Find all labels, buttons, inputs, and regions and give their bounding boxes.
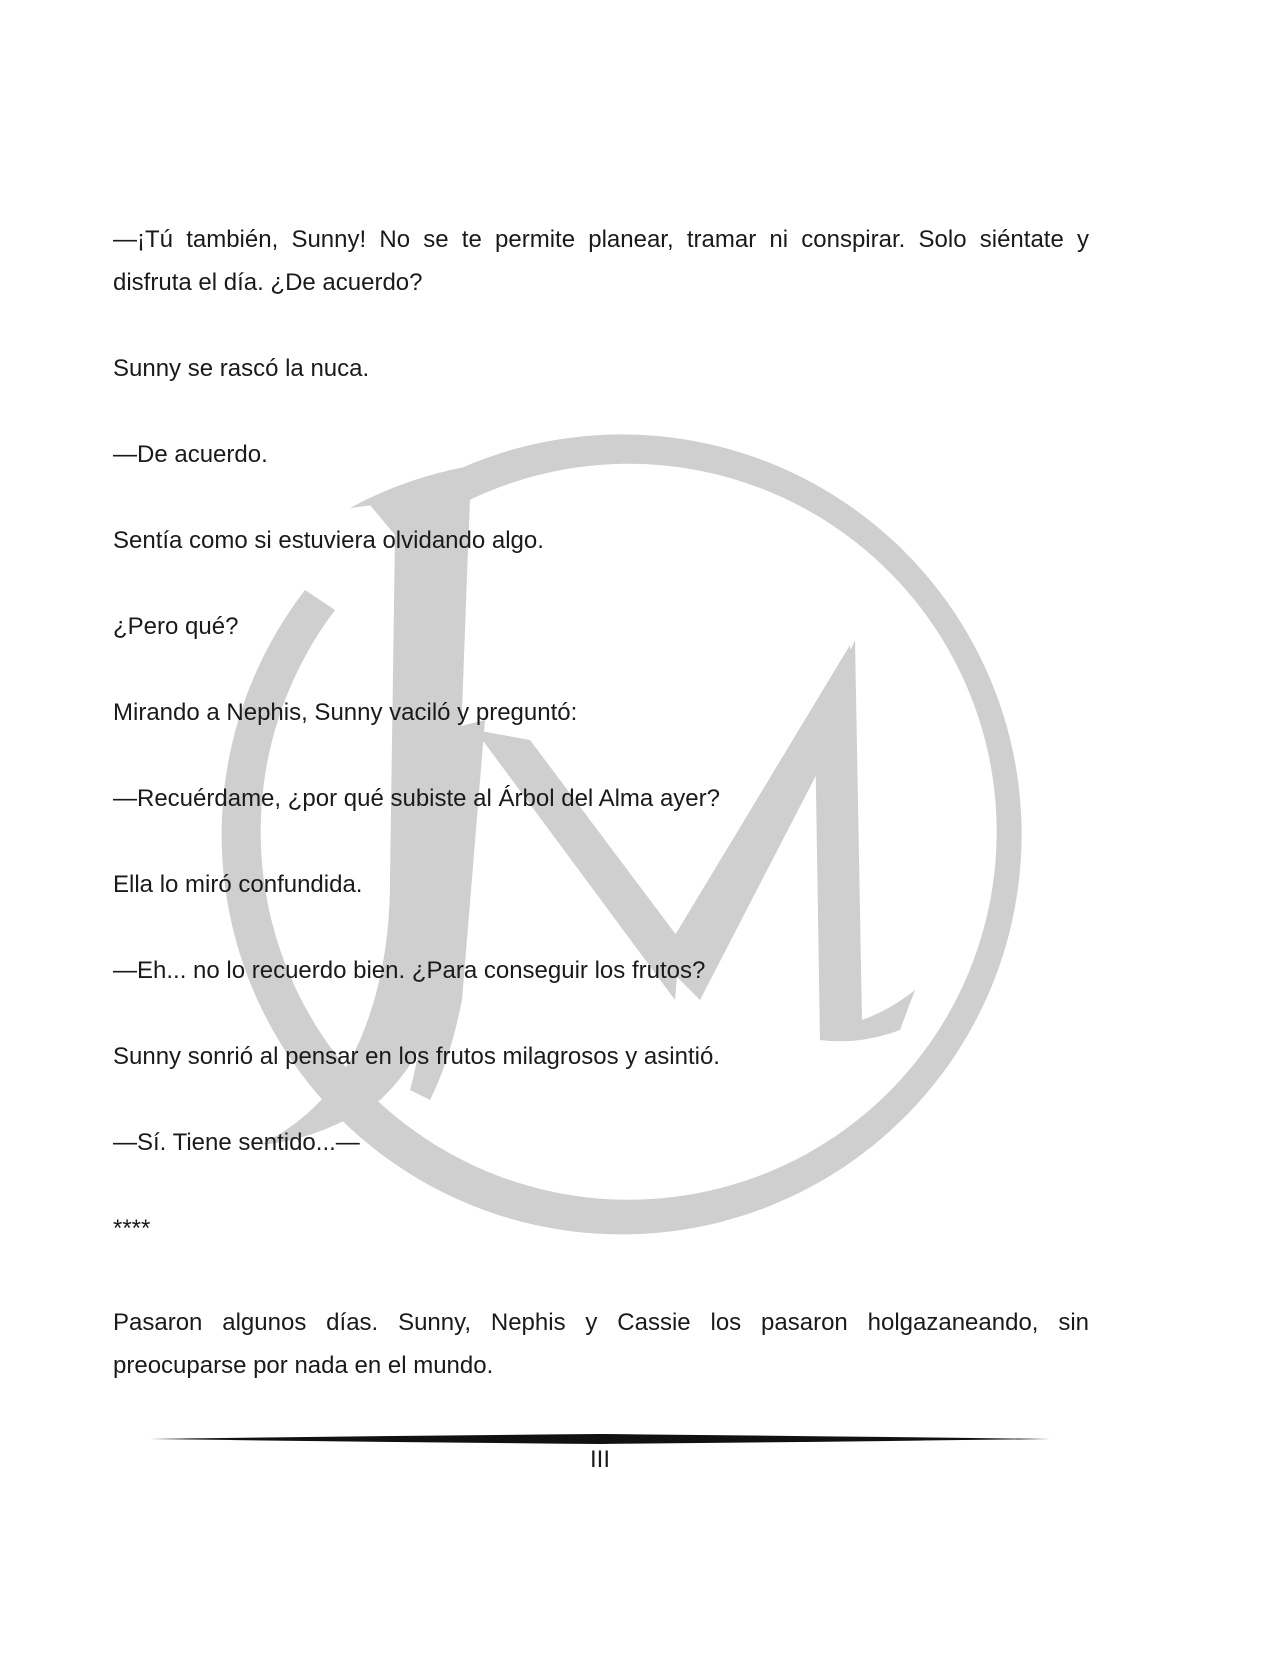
paragraph: Ella lo miró confundida. xyxy=(113,871,363,898)
paragraph: ¿Pero qué? xyxy=(113,613,239,640)
paragraph: —Recuérdame, ¿por qué subiste al Árbol del Alma ayer? xyxy=(113,785,720,812)
paragraph: Mirando a Nephis, Sunny vaciló y preguntó: xyxy=(113,699,578,726)
paragraph: —De acuerdo. xyxy=(113,441,268,468)
page-body-text xyxy=(113,218,1089,1430)
scene-break: **** xyxy=(113,1215,151,1242)
paragraph: —Sí. Tiene sentido...— xyxy=(113,1129,360,1156)
paragraph: Sunny se rascó la nuca. xyxy=(113,355,370,382)
footer-divider xyxy=(150,1431,1050,1447)
page-number: III xyxy=(589,1446,610,1473)
paragraph: —¡Tú también, Sunny! No se te permite planear, tramar ni conspirar. Solo siéntate y disfruta el día. ¿De acuerdo? xyxy=(113,226,1089,296)
paragraph: Pasaron algunos días. Sunny, Nephis y Cassie los pasaron holgazaneando, sin preocuparse por nada en el mundo. xyxy=(113,1309,1089,1379)
paragraph: Sunny sonrió al pensar en los frutos milagrosos y asintió. xyxy=(113,1043,720,1070)
paragraph: —Eh... no lo recuerdo bien. ¿Para conseguir los frutos? xyxy=(113,957,706,984)
paragraph: Sentía como si estuviera olvidando algo. xyxy=(113,527,544,554)
